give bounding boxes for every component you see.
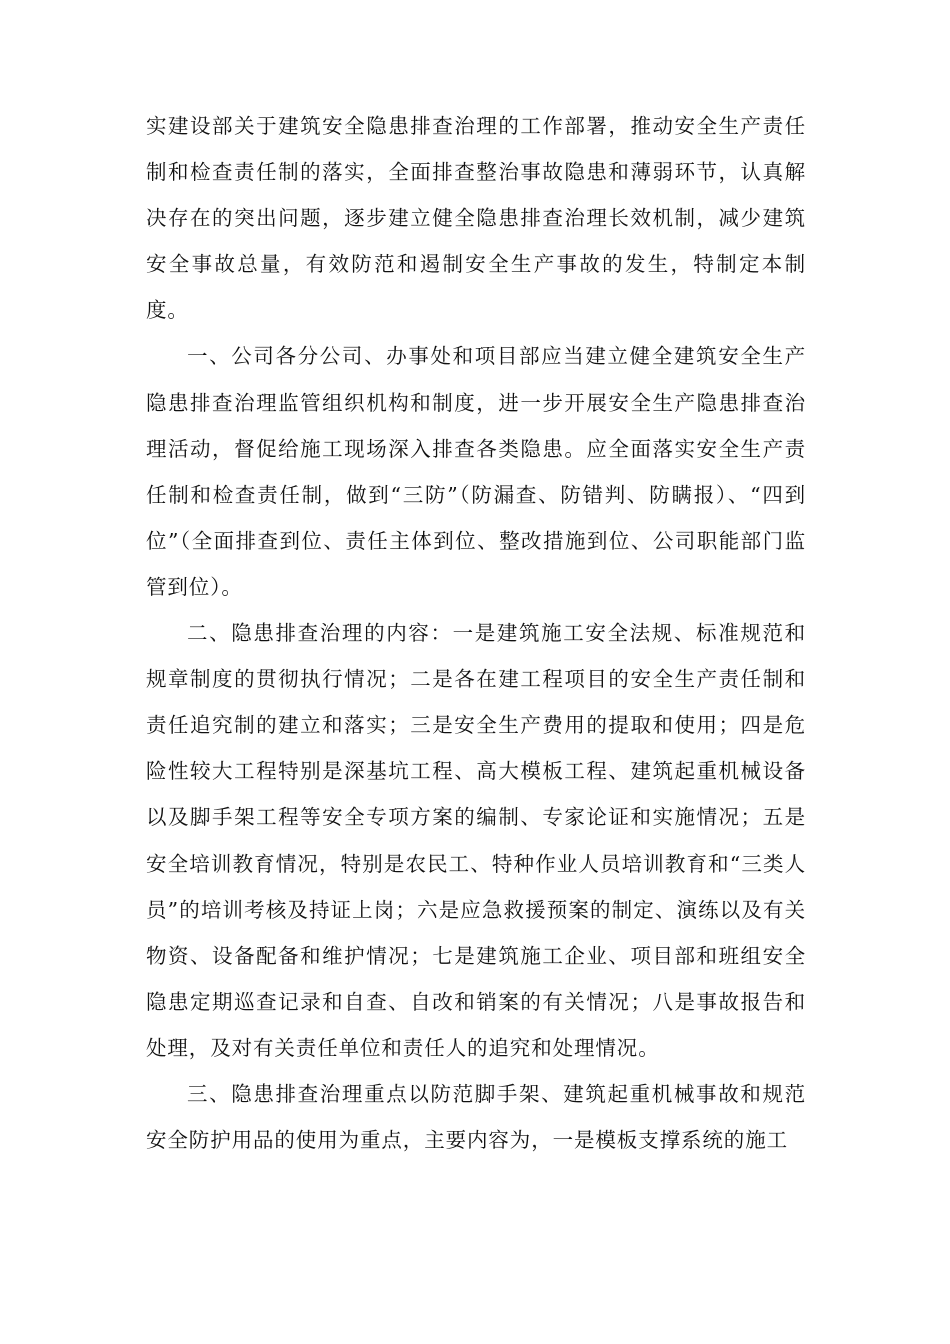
- paragraph-section-two: 二、隐患排查治理的内容：一是建筑施工安全法规、标准规范和规章制度的贯彻执行情况；二是各在建工程项目的安全生产责任制和责任追究制的建立和落实；三是安全生产费用的提取和使用；四是危险性较大工程特别是深基坑工程、高大模板工程、建筑起重机械设备以及脚手架工程等安全专项方案的编制、专家论证和实施情况；五是安全培训教育情况，特别是农民工、特种作业人员培训教育和“三类人员”的培训考核及持证上岗；六是应急救援预案的制定、演练以及有关物资、设备配备和维护情况；七是建筑施工企业、项目部和班组安全隐患定期巡查记录和自查、自改和销案的有关情况；八是事故报告和处理，及对有关责任单位和责任人的追究和处理情况。: [146, 621, 806, 1060]
- paragraph-continuation: 实建设部关于建筑安全隐患排查治理的工作部署，推动安全生产责任制和检查责任制的落实，全面排查整治事故隐患和薄弱环节，认真解决存在的突出问题，逐步建立健全隐患排查治理长效机制，减少建筑安全事故总量，有效防范和遏制安全生产事故的发生，特制定本制度。: [146, 114, 806, 323]
- paragraph-section-three: 三、隐患排查治理重点以防范脚手架、建筑起重机械事故和规范安全防护用品的使用为重点，主要内容为，一是模板支撑系统的施工: [146, 1081, 806, 1153]
- document-body: [146, 103, 806, 1163]
- paragraph-section-one: 一、公司各分公司、办事处和项目部应当建立健全建筑安全生产隐患排查治理监管组织机构和制度，进一步开展安全生产隐患排查治理活动，督促给施工现场深入排查各类隐患。应全面落实安全生产责任制和检查责任制，做到“三防”（防漏查、防错判、防瞒报）、“四到位”（全面排查到位、责任主体到位、整改措施到位、公司职能部门监管到位）。: [146, 344, 806, 599]
